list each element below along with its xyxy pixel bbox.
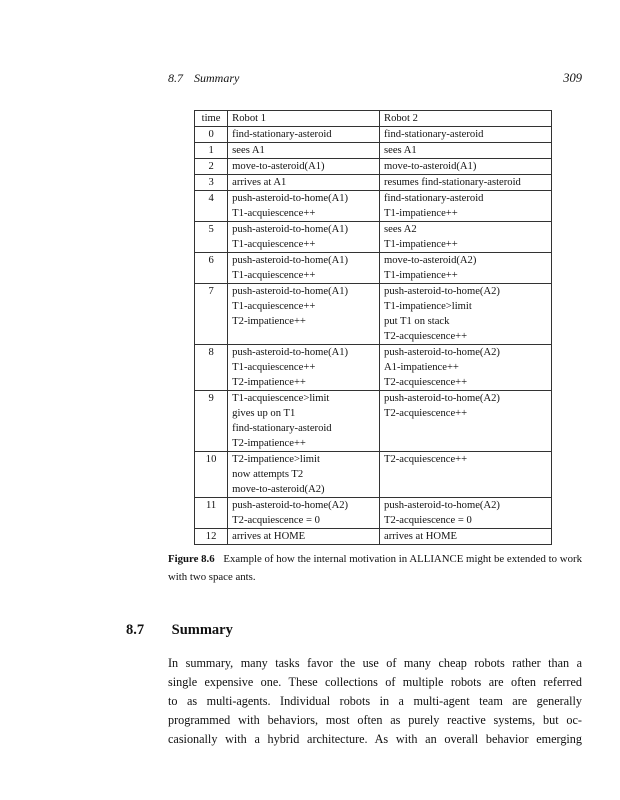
- table-row: [195, 498, 552, 529]
- cell-line: T2-impatience++: [232, 377, 306, 388]
- table-row: [195, 284, 552, 345]
- cell-robot1: [228, 175, 380, 191]
- cell-line: push-asteroid-to-home(A1): [232, 224, 349, 235]
- cell-robot1: [228, 253, 380, 284]
- running-head-section-number: 8.7: [168, 71, 183, 85]
- cell-line: push-asteroid-to-home(A1): [232, 193, 349, 204]
- cell-time: 9: [195, 391, 228, 452]
- cell-line: T2-acquiescence++: [384, 377, 468, 388]
- table-row: [195, 159, 552, 175]
- running-head: [168, 71, 582, 87]
- table-body: [195, 127, 552, 545]
- cell-robot1: [228, 452, 380, 498]
- cell-line: push-asteroid-to-home(A2): [384, 347, 500, 358]
- cell-line: T1-impatience++: [384, 208, 458, 219]
- section-heading: [126, 622, 233, 639]
- cell-line: T1-acquiescence>limit: [232, 393, 330, 404]
- cell-line: push-asteroid-to-home(A1): [232, 286, 349, 297]
- robot-timeline-table: [194, 110, 552, 545]
- cell-robot2: [380, 127, 552, 143]
- cell-robot1: [228, 284, 380, 345]
- cell-line: A1-impatience++: [384, 362, 459, 373]
- cell-line: push-asteroid-to-home(A2): [384, 393, 500, 404]
- cell-line: find-stationary-asteroid: [384, 129, 484, 140]
- table-row: [195, 191, 552, 222]
- cell-line: T2-acquiescence++: [384, 331, 468, 342]
- cell-time: 4: [195, 191, 228, 222]
- cell-line: T1-impatience++: [384, 270, 458, 281]
- column-header-robot2: Robot 2: [380, 111, 552, 127]
- cell-line: arrives at HOME: [232, 531, 306, 542]
- running-head-section: [168, 71, 239, 86]
- cell-line: T2-acquiescence++: [384, 454, 468, 465]
- cell-line: push-asteroid-to-home(A2): [384, 286, 500, 297]
- cell-line: T1-acquiescence++: [232, 208, 316, 219]
- figure-label: Figure 8.6: [168, 553, 215, 565]
- table-row: [195, 529, 552, 545]
- cell-robot1: [228, 345, 380, 391]
- cell-robot2: [380, 529, 552, 545]
- body-line: programmed with behaviors, most often as purely reactive systems, but oc-: [168, 713, 582, 727]
- cell-line: push-asteroid-to-home(A1): [232, 255, 349, 266]
- cell-time: 11: [195, 498, 228, 529]
- table-row: [195, 452, 552, 498]
- cell-robot1: [228, 391, 380, 452]
- cell-robot1: [228, 127, 380, 143]
- body-line: casionally with a hybrid architecture. As with an overall behavior emerging: [168, 732, 582, 746]
- cell-robot2: [380, 391, 552, 452]
- cell-line: T2-impatience++: [232, 438, 306, 449]
- figure-caption: [168, 550, 582, 586]
- cell-line: find-stationary-asteroid: [384, 193, 484, 204]
- running-head-section-title: Summary: [194, 71, 240, 85]
- table-row: [195, 222, 552, 253]
- cell-time: 1: [195, 143, 228, 159]
- cell-robot2: [380, 498, 552, 529]
- cell-line: sees A1: [384, 145, 417, 156]
- body-line: In summary, many tasks favor the use of many cheap robots rather than a: [168, 656, 582, 670]
- cell-line: T1-impatience++: [384, 239, 458, 250]
- cell-robot1: [228, 191, 380, 222]
- figure-caption-text: Example of how the internal motivation in ALLIANCE might be extended to work with two space ants.: [168, 553, 582, 583]
- cell-line: push-asteroid-to-home(A1): [232, 347, 349, 358]
- cell-line: move-to-asteroid(A1): [384, 161, 477, 172]
- cell-line: move-to-asteroid(A2): [384, 255, 477, 266]
- cell-time: 0: [195, 127, 228, 143]
- section-number: 8.7: [126, 622, 145, 638]
- cell-line: T2-impatience>limit: [232, 454, 320, 465]
- cell-line: T2-acquiescence++: [384, 408, 468, 419]
- cell-line: T2-acquiescence = 0: [384, 515, 472, 526]
- table-row: [195, 345, 552, 391]
- cell-robot2: [380, 222, 552, 253]
- cell-time: 6: [195, 253, 228, 284]
- body-line: single expensive one. These collections of multiple robots are often referred: [168, 675, 582, 689]
- cell-line: sees A2: [384, 224, 417, 235]
- cell-line: now attempts T2: [232, 469, 304, 480]
- cell-line: resumes find-stationary-asteroid: [384, 177, 521, 188]
- cell-line: find-stationary-asteroid: [232, 423, 332, 434]
- cell-robot1: [228, 498, 380, 529]
- cell-line: find-stationary-asteroid: [232, 129, 332, 140]
- cell-line: move-to-asteroid(A2): [232, 484, 325, 495]
- cell-line: T1-acquiescence++: [232, 301, 316, 312]
- column-header-time: time: [195, 111, 228, 127]
- cell-robot2: [380, 452, 552, 498]
- cell-time: 3: [195, 175, 228, 191]
- cell-line: T2-acquiescence = 0: [232, 515, 320, 526]
- cell-line: push-asteroid-to-home(A2): [384, 500, 500, 511]
- cell-line: move-to-asteroid(A1): [232, 161, 325, 172]
- section-title: Summary: [171, 622, 233, 638]
- cell-robot1: [228, 529, 380, 545]
- column-header-robot1: Robot 1: [228, 111, 380, 127]
- cell-robot1: [228, 143, 380, 159]
- cell-line: arrives at HOME: [384, 531, 457, 542]
- cell-time: 12: [195, 529, 228, 545]
- cell-time: 7: [195, 284, 228, 345]
- cell-robot2: [380, 345, 552, 391]
- cell-robot1: [228, 222, 380, 253]
- cell-line: gives up on T1: [232, 408, 296, 419]
- page-number: 309: [563, 71, 582, 85]
- figure-table-wrapper: [194, 110, 552, 545]
- cell-robot2: [380, 191, 552, 222]
- cell-robot2: [380, 159, 552, 175]
- cell-line: push-asteroid-to-home(A2): [232, 500, 349, 511]
- cell-time: 5: [195, 222, 228, 253]
- cell-time: 2: [195, 159, 228, 175]
- cell-line: T1-acquiescence++: [232, 362, 316, 373]
- body-line: to as multi-agents. Individual robots in a multi-agent team are generally: [168, 694, 582, 708]
- table-row: [195, 391, 552, 452]
- table-row: [195, 253, 552, 284]
- table-row: [195, 175, 552, 191]
- table-header-row: [195, 111, 552, 127]
- cell-time: 8: [195, 345, 228, 391]
- table-row: [195, 143, 552, 159]
- cell-robot2: [380, 284, 552, 345]
- cell-robot1: [228, 159, 380, 175]
- cell-robot2: [380, 253, 552, 284]
- cell-line: T1-impatience>limit: [384, 301, 472, 312]
- cell-line: T1-acquiescence++: [232, 239, 316, 250]
- cell-line: arrives at A1: [232, 177, 287, 188]
- table-row: [195, 127, 552, 143]
- cell-line: sees A1: [232, 145, 265, 156]
- cell-line: put T1 on stack: [384, 316, 450, 327]
- cell-robot2: [380, 175, 552, 191]
- cell-line: T1-acquiescence++: [232, 270, 316, 281]
- body-paragraph: [168, 654, 582, 749]
- cell-robot2: [380, 143, 552, 159]
- cell-time: 10: [195, 452, 228, 498]
- cell-line: T2-impatience++: [232, 316, 306, 327]
